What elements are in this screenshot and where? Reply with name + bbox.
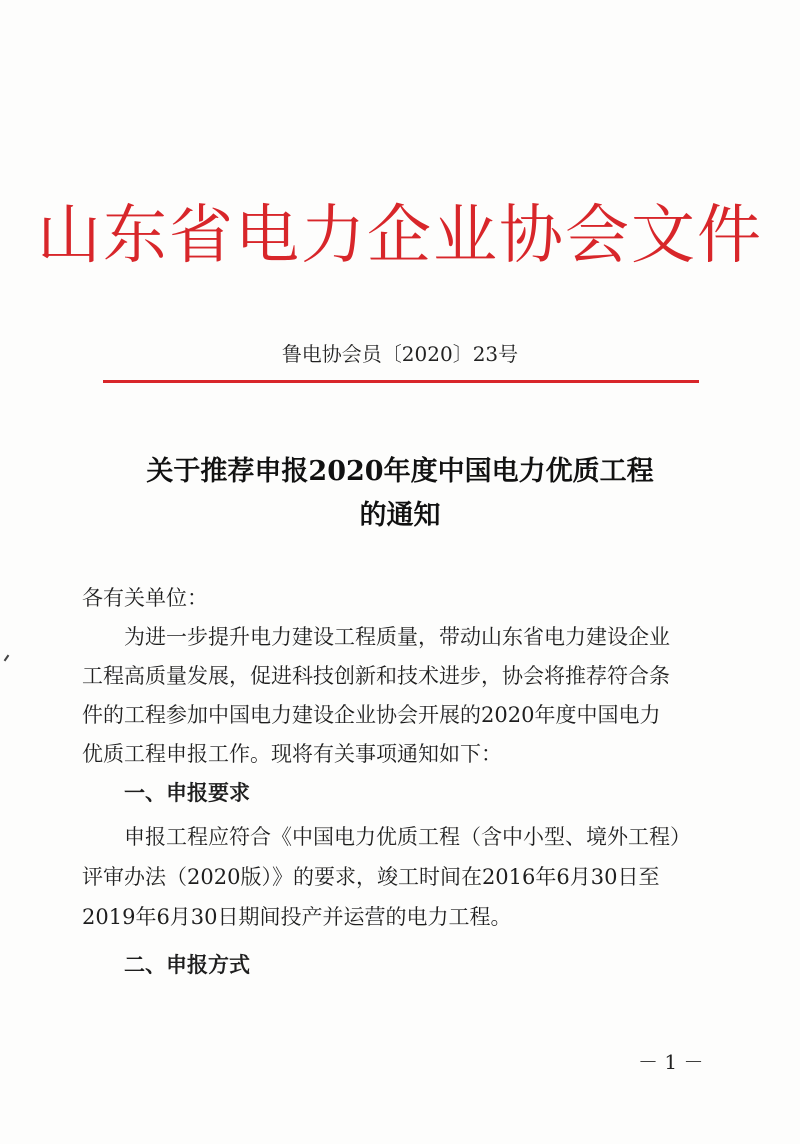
section-2-heading: 二、申报方式 [124, 952, 250, 977]
notice-title-line-1: 关于推荐申报2020年度中国电力优质工程 [146, 456, 654, 487]
section-1-line: 2019年6月30日期间投产并运营的电力工程。 [82, 905, 512, 929]
org-header-title: 山东省电力企业协会文件 [37, 199, 763, 273]
section-1-line: 申报工程应符合《中国电力优质工程（含中小型、境外工程） [124, 825, 691, 849]
notice-title-line-2: 的通知 [359, 500, 441, 531]
body-line: 为进一步提升电力建设工程质量，带动山东省电力建设企业 [124, 625, 670, 649]
red-divider-rule [103, 380, 699, 383]
section-1-line: 评审办法（2020版）》的要求，竣工时间在2016年6月30日至 [82, 865, 660, 889]
body-line: 件的工程参加中国电力建设企业协会开展的2020年度中国电力 [82, 703, 661, 727]
salutation: 各有关单位： [82, 586, 208, 610]
document-number: 鲁电协会员〔2020〕23号 [281, 342, 519, 366]
section-1-heading: 一、申报要求 [124, 780, 250, 805]
body-line: 工程高质量发展，促进科技创新和技术进步，协会将推荐符合条 [82, 664, 670, 688]
scan-mark [4, 655, 10, 662]
body-line: 优质工程申报工作。现将有关事项通知如下： [82, 742, 502, 766]
page-number: － 1 － [638, 1050, 704, 1074]
